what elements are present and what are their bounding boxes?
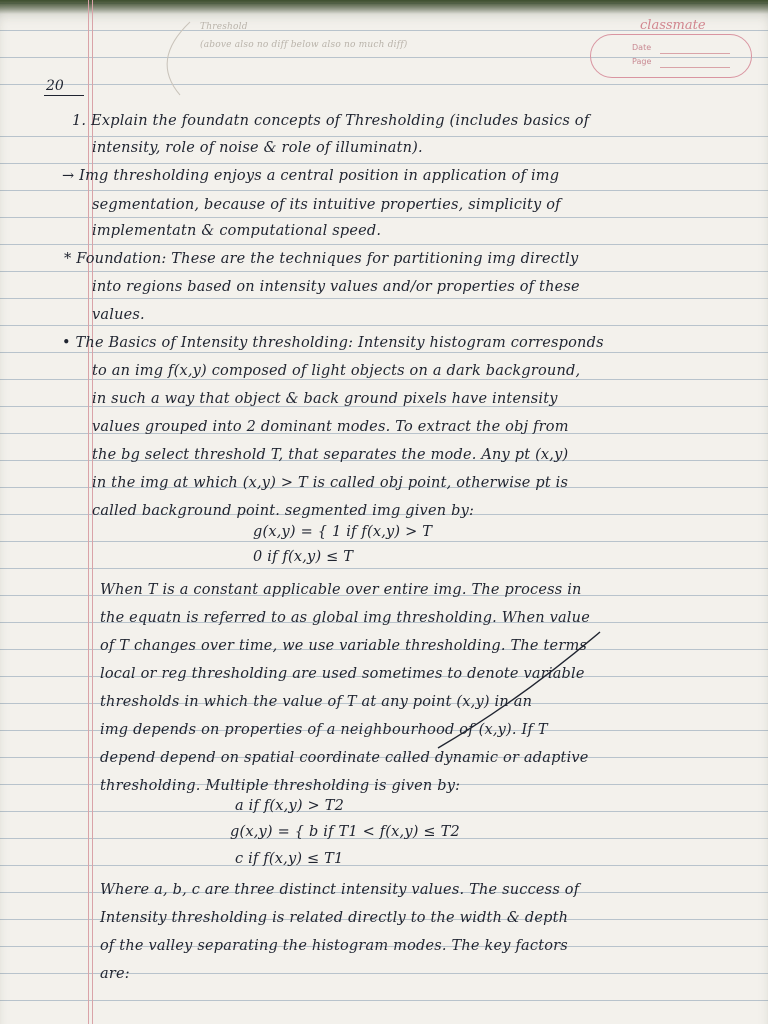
note-line: in the img at which (x,y) > T is called obj point, otherwise pt is bbox=[92, 475, 569, 491]
date-fill-line bbox=[660, 53, 730, 54]
note-line: • The Basics of Intensity thresholding: Intensity histogram corresponds bbox=[62, 335, 604, 351]
note-line: of the valley separating the histogram modes. The key factors bbox=[100, 938, 568, 954]
note-line: are: bbox=[100, 966, 130, 982]
note-line: c if f(x,y) ≤ T1 bbox=[235, 851, 344, 867]
note-line: g(x,y) = { 1 if f(x,y) > T bbox=[253, 524, 433, 540]
note-line: 0 if f(x,y) ≤ T bbox=[253, 549, 354, 565]
note-line: intensity, role of noise & role of illuminatn). bbox=[92, 140, 423, 156]
pencil-note-body: (above also no diff below also no much diff) bbox=[200, 40, 408, 50]
note-line: values grouped into 2 dominant modes. To extract the obj from bbox=[92, 419, 569, 435]
note-line: local or reg thresholding are used sometimes to denote variable bbox=[100, 666, 585, 682]
note-line: in such a way that object & back ground pixels have intensity bbox=[92, 391, 558, 407]
note-line: thresholding. Multiple thresholding is given by: bbox=[100, 778, 461, 794]
note-line: * Foundation: These are the techniques for partitioning img directly bbox=[64, 251, 579, 267]
entry-date-underline bbox=[44, 95, 84, 96]
note-line: g(x,y) = { b if T1 < f(x,y) ≤ T2 bbox=[230, 824, 460, 840]
note-line: of T changes over time, we use variable thresholding. The terms bbox=[100, 638, 588, 654]
note-line: → Img thresholding enjoys a central position in application of img bbox=[62, 168, 560, 184]
note-line: into regions based on intensity values and/or properties of these bbox=[92, 279, 580, 295]
note-line: the bg select threshold T, that separates the mode. Any pt (x,y) bbox=[92, 447, 569, 463]
note-line: implementatn & computational speed. bbox=[92, 223, 382, 239]
note-line: depend depend on spatial coordinate called dynamic or adaptive bbox=[100, 750, 589, 766]
date-page-box bbox=[590, 34, 752, 78]
entry-date: 20 bbox=[46, 78, 64, 94]
pencil-note-title: Threshold bbox=[200, 22, 248, 32]
note-line: When T is a constant applicable over entire img. The process in bbox=[100, 582, 582, 598]
note-line: values. bbox=[92, 307, 145, 323]
note-line: segmentation, because of its intuitive properties, simplicity of bbox=[92, 197, 561, 213]
note-line: called background point. segmented img given by: bbox=[92, 503, 475, 519]
page-top-shadow bbox=[0, 0, 768, 14]
note-line: to an img f(x,y) composed of light objects on a dark background, bbox=[92, 363, 581, 379]
note-line: Intensity thresholding is related directly to the width & depth bbox=[100, 910, 569, 926]
note-line: the equatn is referred to as global img thresholding. When value bbox=[100, 610, 590, 626]
note-line: img depends on properties of a neighbourhood of (x,y). If T bbox=[100, 722, 548, 738]
page-fill-line bbox=[660, 67, 730, 68]
margin-line bbox=[88, 0, 89, 1024]
note-line: thresholds in which the value of T at any point (x,y) in an bbox=[100, 694, 533, 710]
note-line: 1. Explain the foundatn concepts of Thresholding (includes basics of bbox=[72, 113, 590, 129]
notebook-brand-logo: classmate bbox=[640, 18, 706, 33]
date-label: Date bbox=[632, 43, 652, 52]
note-line: a if f(x,y) > T2 bbox=[235, 798, 344, 814]
note-line: Where a, b, c are three distinct intensity values. The success of bbox=[100, 882, 580, 898]
page-label: Page bbox=[632, 57, 652, 66]
